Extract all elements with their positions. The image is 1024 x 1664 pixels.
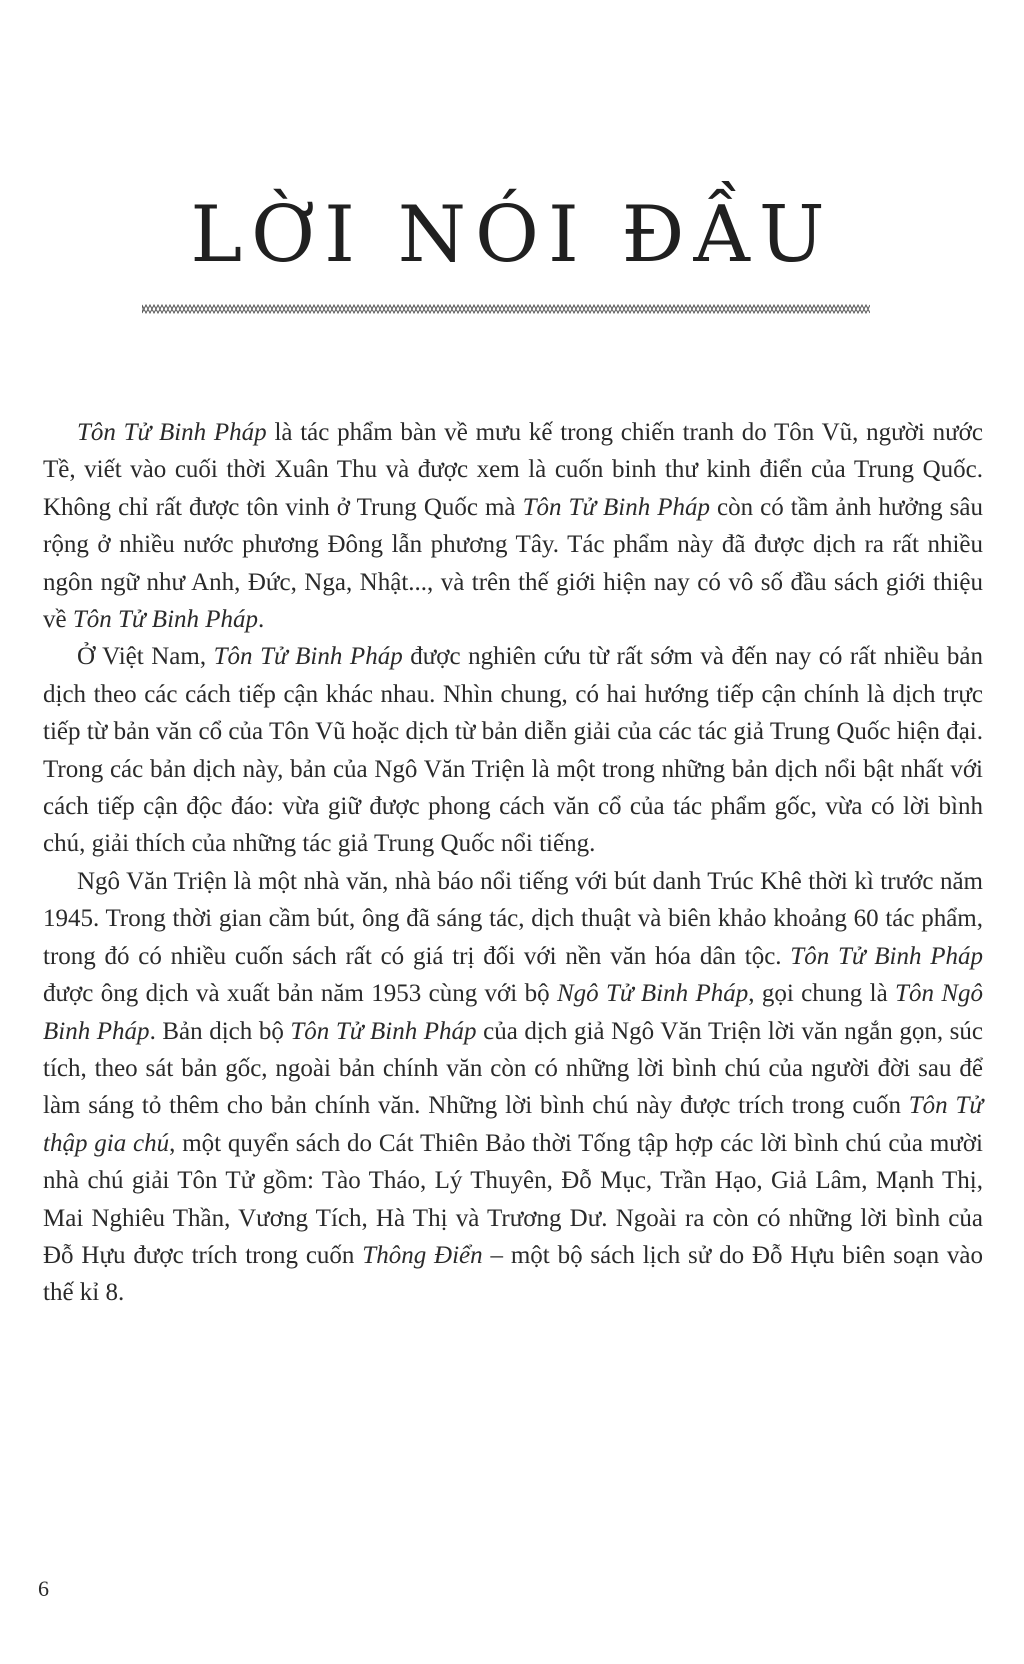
italic-title-text: Tôn Tử Binh Pháp xyxy=(522,493,711,521)
body-text xyxy=(43,414,983,1312)
italic-title-text: Tôn Ngô Binh Pháp xyxy=(43,980,983,1045)
text-run: Ở Việt Nam, xyxy=(77,643,214,671)
text-run: còn có tầm ảnh hưởng sâu rộng ở nhiều nước phương Đông lẫn phương Tây. Tác phẩm này đã được dịch ra rất nhiều ngôn ngữ như Anh, Đức, Nga, Nhật..., và trên thế giới hiện nay có vô số đầu sách giới thiệu về xyxy=(43,493,984,634)
text-run: là tác phẩm bàn về mưu kế trong chiến tranh do Tôn Vũ, người nước Tề, viết vào cuối thời Xuân Thu và được xem là cuốn binh thư kinh điển của Trung Quốc. Không chỉ rất được tôn vinh ở Trung Quốc mà xyxy=(43,419,983,521)
italic-title-text: Tôn Tử Binh Pháp xyxy=(213,643,403,671)
decorative-divider xyxy=(142,304,870,314)
text-run: được ông dịch và xuất bản năm 1953 cùng với bộ xyxy=(43,980,557,1008)
page-number: 6 xyxy=(38,1576,49,1601)
italic-title-text: Thông Điển xyxy=(362,1241,483,1269)
italic-title-text: Ngô Tử Binh Pháp xyxy=(556,980,749,1008)
text-run: , một quyển sách do Cát Thiên Bảo thời Tống tập hợp các lời bình chú của mười nhà chú giải Tôn Tử gồm: Tào Tháo, Lý Thuyên, Đỗ Mục, Trần Hạo, Giả Lâm, Mạnh Thị, Mai Nghiêu Thần, Vương Tích, Hà Thị và Trương Dư. Ngoài ra còn có những lời bình của Đỗ Hựu được trích trong cuốn xyxy=(43,1129,983,1269)
text-run: được nghiên cứu từ rất sớm và đến nay có rất nhiều bản dịch theo các cách tiếp cận khác nhau. Nhìn chung, có hai hướng tiếp cận chính là dịch trực tiếp từ bản văn cổ của Tôn Vũ hoặc dịch từ bản diễn giải của các tác giả Trung Quốc hiện đại. Trong các bản dịch này, bản của Ngô Văn Triện là một trong những bản dịch nổi bật nhất với cách tiếp cận độc đáo: vừa giữ được phong cách văn cổ của tác phẩm gốc, vừa có lời bình chú, giải thích của những tác giả Trung Quốc nổi tiếng. xyxy=(43,643,983,858)
text-run: , gọi chung là xyxy=(748,980,896,1008)
italic-title-text: Tôn Tử thập gia chú xyxy=(43,1092,983,1157)
paragraph-1 xyxy=(43,414,983,638)
text-run: . Bản dịch bộ xyxy=(149,1017,291,1045)
italic-title-text: Tôn Tử Binh Pháp xyxy=(72,606,259,634)
paragraph-3 xyxy=(43,863,983,1312)
italic-title-text: Tôn Tử Binh Pháp xyxy=(790,942,983,970)
text-run: Ngô Văn Triện là một nhà văn, nhà báo nổi tiếng với bút danh Trúc Khê thời kì trước năm 1945. Trong thời gian cầm bút, ông đã sáng tác, dịch thuật và biên khảo khoảng 60 tác phẩm, trong đó có nhiều cuốn sách rất có giá trị đối với nền văn hóa dân tộc. xyxy=(43,867,983,970)
text-run: của dịch giả Ngô Văn Triện lời văn ngắn gọn, súc tích, theo sát bản gốc, ngoài bản chính văn còn có những lời bình chú của người đời sau để làm sáng tỏ thêm cho bản chính văn. Những lời bình chú này được trích trong cuốn xyxy=(43,1017,983,1120)
italic-title-text: Tôn Tử Binh Pháp xyxy=(77,419,267,446)
text-run: . xyxy=(258,606,265,634)
text-run: – một bộ sách lịch sử do Đỗ Hựu biên soạn vào thế kỉ 8. xyxy=(43,1241,984,1307)
paragraph-2 xyxy=(43,638,983,862)
page-title: LỜI NÓI ĐẦU xyxy=(190,190,834,280)
italic-title-text: Tôn Tử Binh Pháp xyxy=(290,1017,477,1045)
